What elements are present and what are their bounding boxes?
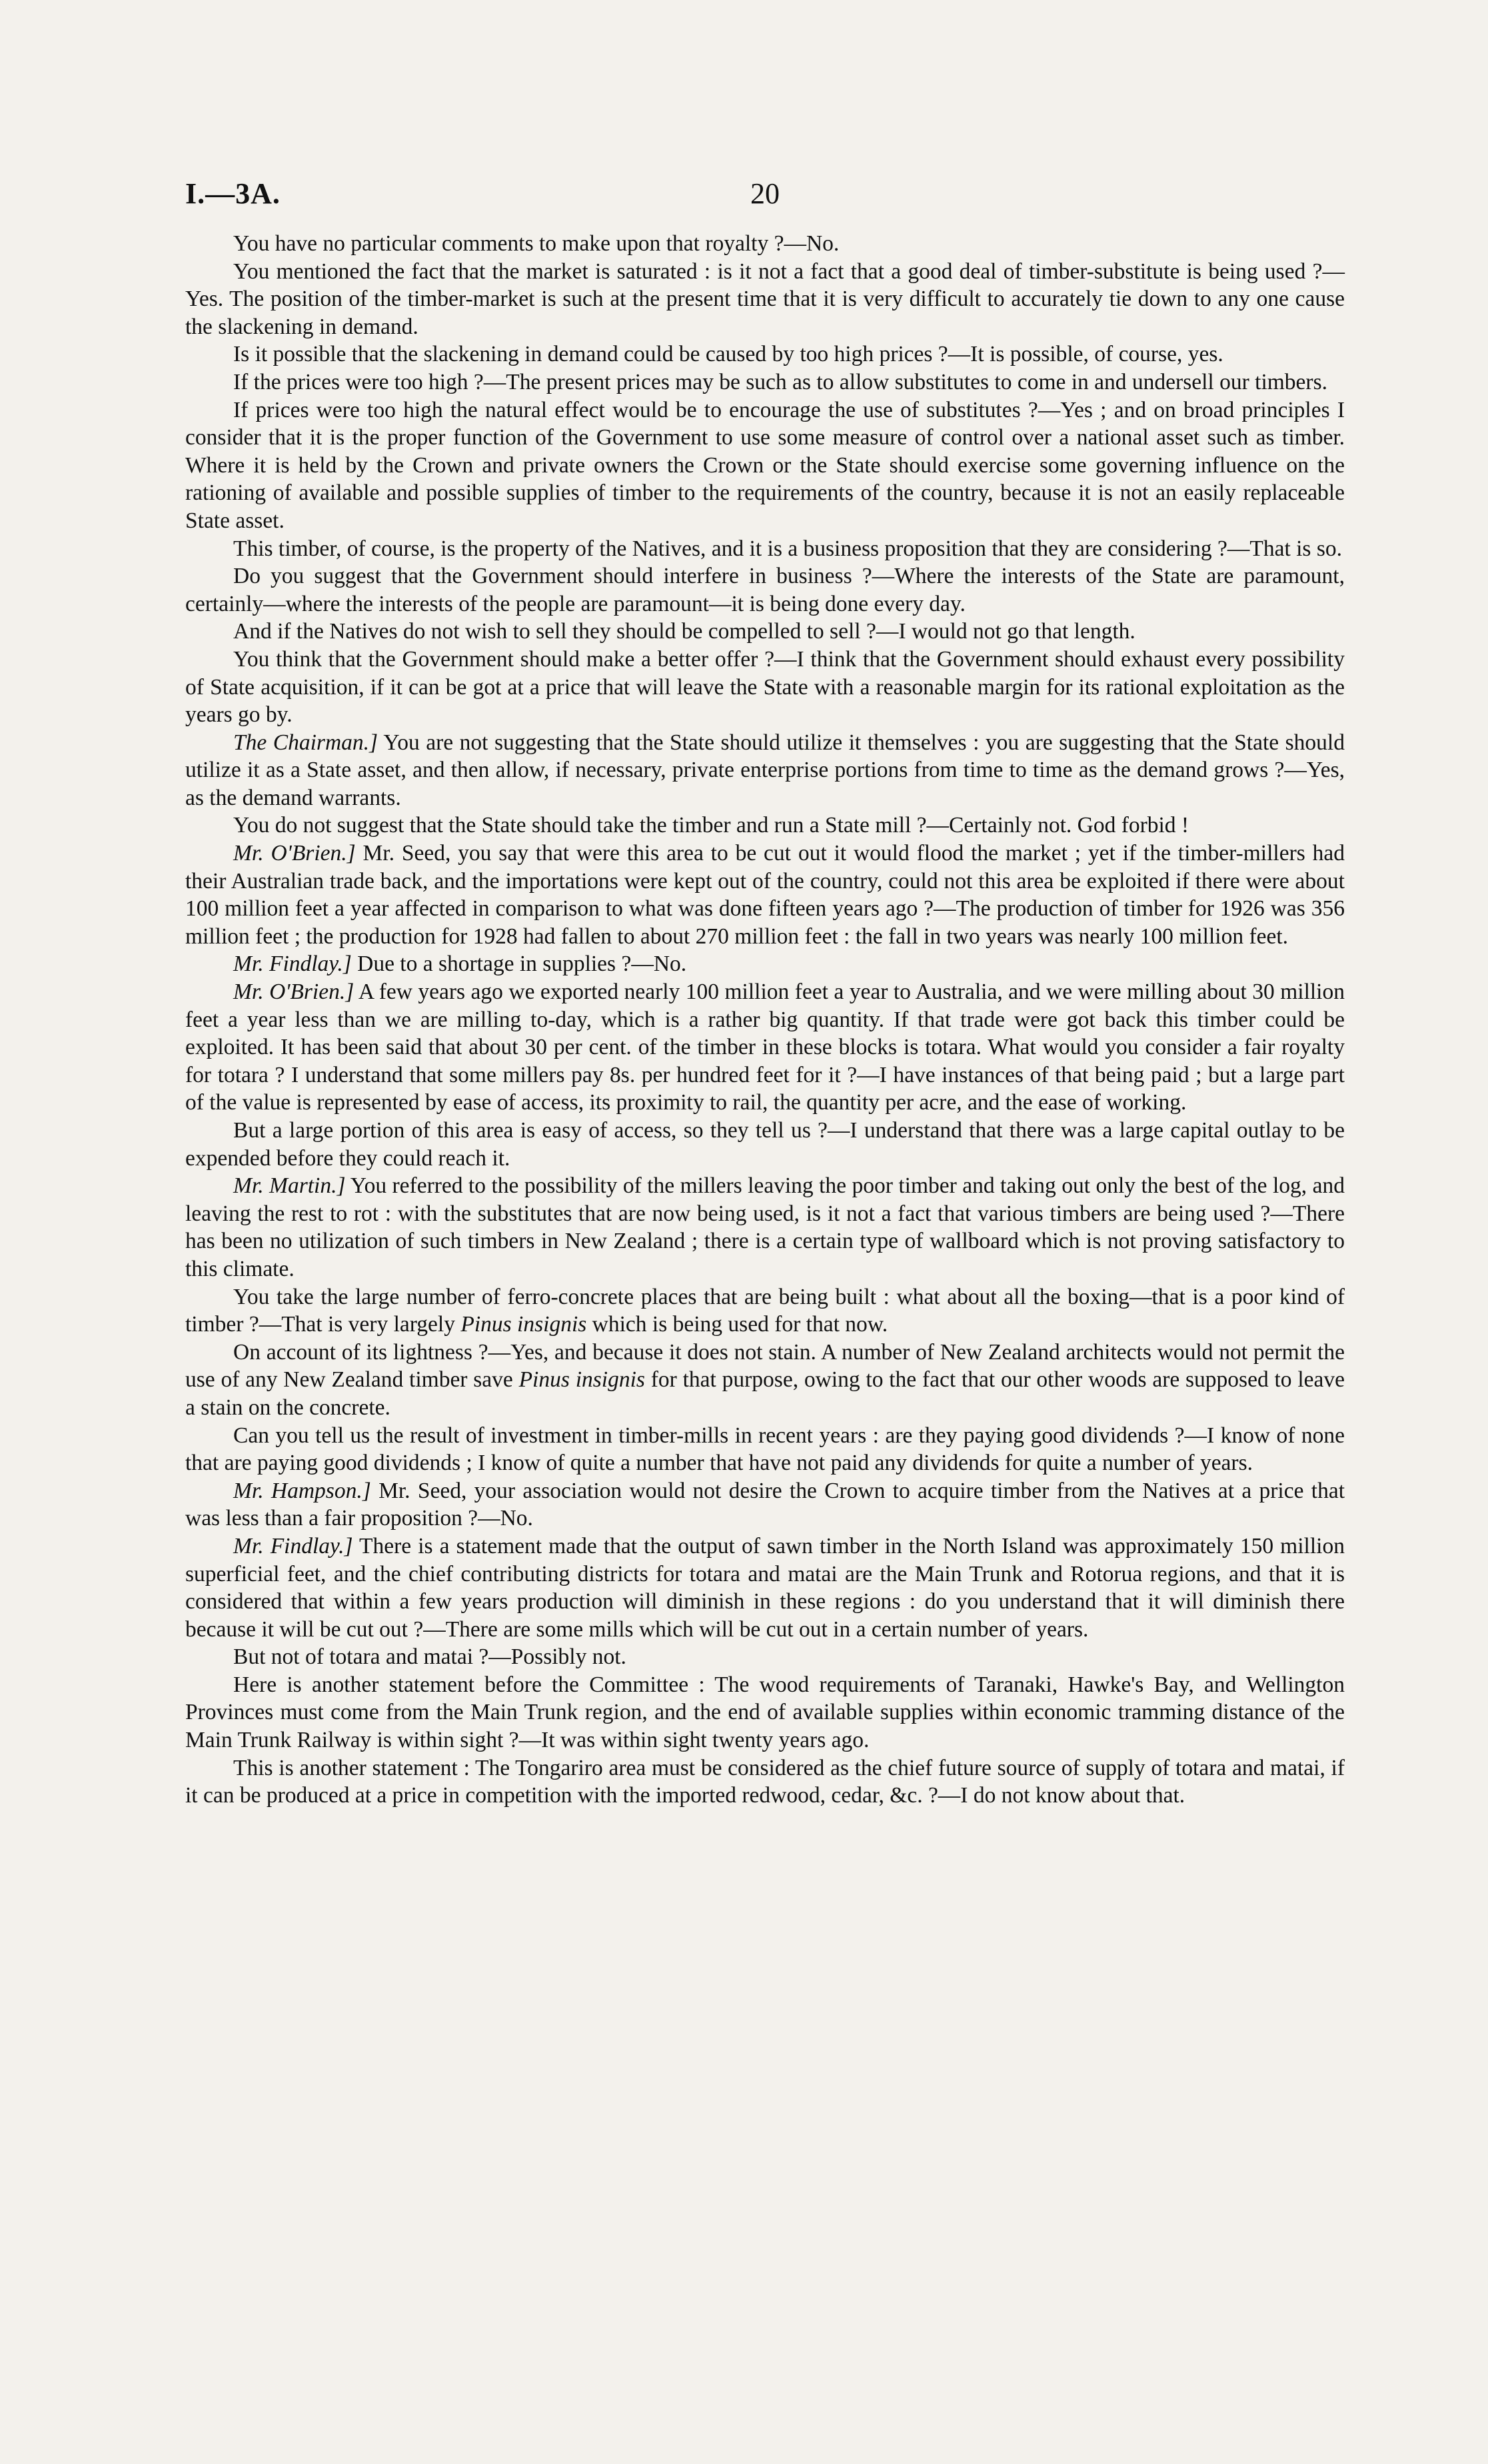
speaker-label: Mr. Findlay.] (233, 951, 352, 977)
paragraph-text: There is a statement made that the output of sawn timber in the North Island was approximately 150 million superficial feet, and the chief contributing districts for totara and matai are the Main Trunk and Rotorua regions, and that it is considered that within a few years production will diminish in these regions : do you understand that it will diminish there because it will be cut out ?—There are some mills which will be cut out in a certain number of years. (185, 1533, 1345, 1642)
paragraph-text: Is it possible that the slackening in demand could be caused by too high prices ?—It is possible, of course, yes. (233, 342, 1223, 367)
paragraph (185, 230, 1345, 258)
paragraph-text-tail: which is being used for that now. (592, 1312, 888, 1337)
paragraph-text: If the prices were too high ?—The present prices may be such as to allow substitutes to come in and undersell our timbers. (233, 369, 1327, 394)
paragraph-text: Here is another statement before the Committee : The wood requirements of Taranaki, Hawke's Bay, and Wellington Provinces must come from the Main Trunk region, and the end of available supplies within economic tramming distance of the Main Trunk Railway is within sight ?—It was within sight twenty years ago. (185, 1672, 1345, 1753)
document-reference: I.—3A. (185, 177, 281, 210)
paragraph (185, 1533, 1345, 1643)
speaker-label: Mr. Findlay.] (233, 1533, 353, 1558)
paragraph-text-tail: for that purpose, owing to the fact that our other woods are supposed to leave a stain on the concrete. (185, 1367, 1345, 1420)
paragraph-text: Do you suggest that the Government should interfere in business ?—Where the interests of the State are paramount, certainly—where the interests of the people are paramount—it is being done every day. (185, 564, 1345, 616)
paragraph-text: But not of totara and matai ?—Possibly not. (233, 1644, 626, 1670)
paragraph-text: If prices were too high the natural effect would be to encourage the use of substitutes ?—Yes ; and on broad principles I consider that it is the proper function of the Government to use some measure of control over a national asset such as timber. Where it is held by the Crown and private owners the Crown or the State should exercise some governing influence on the rationing of available and possible supplies of timber to the requirements of the country, because it is not an easily replaceable State asset. (185, 397, 1345, 533)
paragraph-text: You do not suggest that the State should take the timber and run a State mill ?—Certainly not. God forbid ! (233, 813, 1189, 838)
paragraph (185, 1172, 1345, 1283)
paragraph-text: Mr. Seed, you say that were this area to be cut out it would flood the market ; yet if the timber-millers had their Australian trade back, and the importations were kept out of the country, could not this area be exploited if there were about 100 million feet a year affected in comparison to what was done fifteen years ago ?—The production of timber for 1926 was 356 million feet ; the production for 1928 had fallen to about 270 million feet : the fall in two years was nearly 100 million feet. (185, 841, 1345, 949)
page-header (185, 177, 1345, 217)
paragraph (185, 1283, 1345, 1339)
paragraph (185, 562, 1345, 618)
paragraph-text: Can you tell us the result of investment in timber-mills in recent years : are they paying good dividends ?—I know of none that are paying good dividends ; I know of quite a number that have not paid any dividends for quite a number of years. (185, 1423, 1345, 1476)
paragraph (185, 535, 1345, 563)
paragraph-text: You are not suggesting that the State should utilize it themselves : you are suggesting that the State should utilize it as a State asset, and then allow, if necessary, private enterprise portions from time to time as the demand grows ?—Yes, as the demand warrants. (185, 730, 1345, 810)
paragraph (185, 840, 1345, 950)
speaker-label: Mr. Hampson.] (233, 1478, 371, 1503)
paragraph (185, 812, 1345, 840)
speaker-label: The Chairman.] (233, 730, 378, 755)
paragraph-text: You think that the Government should make a better offer ?—I think that the Government should exhaust every possibility of State acquisition, if it can be got at a price that will leave the State with a reasonable margin for its rational exploitation as the years go by. (185, 646, 1345, 728)
paragraph-text: You referred to the possibility of the millers leaving the poor timber and taking out only the best of the log, and leaving the rest to rot : with the substitutes that are now being used, is it not a fact that various timbers are being used ?—There has been no utilization of such timbers in New Zealand ; there is a certain type of wallboard which is not proving satisfactory to this climate. (185, 1173, 1345, 1281)
paragraph-text: This is another statement : The Tongariro area must be considered as the chief future source of supply of totara and matai, if it can be produced at a price in competition with the imported redwood, cedar, &c. ?—I do not know about that. (185, 1755, 1345, 1808)
paragraph-text: Mr. Seed, your association would not desire the Crown to acquire timber from the Natives at a price that was less than a fair proposition ?—No. (185, 1478, 1345, 1531)
paragraph (185, 729, 1345, 812)
species-name: Pinus insignis (518, 1367, 645, 1393)
paragraph (185, 1643, 1345, 1671)
paragraph (185, 646, 1345, 729)
speaker-label: Mr. O'Brien.] (233, 841, 356, 866)
paragraph (185, 950, 1345, 978)
paragraph (185, 368, 1345, 396)
paragraph (185, 1477, 1345, 1533)
body-text (185, 230, 1345, 1810)
paragraph (185, 618, 1345, 646)
paragraph (185, 340, 1345, 368)
paragraph (185, 1339, 1345, 1422)
paragraph (185, 258, 1345, 341)
paragraph (185, 1117, 1345, 1172)
paragraph-text: You have no particular comments to make upon that royalty ?—No. (233, 231, 840, 256)
paragraph (185, 1754, 1345, 1810)
paragraph (185, 978, 1345, 1117)
paragraph-text: This timber, of course, is the property of the Natives, and it is a business proposition that they are considering ?—That is so. (233, 536, 1343, 561)
paragraph-text: But a large portion of this area is easy of access, so they tell us ?—I understand that there was a large capital outlay to be expended before they could reach it. (185, 1118, 1345, 1171)
paragraph-text: On account of its lightness ?—Yes, and because it does not stain. A number of New Zealand architects would not permit the use of any New Zealand timber save (185, 1339, 1345, 1393)
paragraph-text: A few years ago we exported nearly 100 million feet a year to Australia, and we were milling about 30 million feet a year less than we are milling to-day, which is a rather big quantity. If that trade were got back this timber could be exploited. It has been said that about 30 per cent. of the timber in these blocks is totara. What would you consider a fair royalty for totara ? I understand that some millers pay 8s. per hundred feet for it ?—I have instances of that being paid ; but a large part of the value is represented by ease of access, its proximity to rail, the quantity per acre, and the ease of working. (185, 979, 1345, 1115)
paragraph-text: And if the Natives do not wish to sell they should be compelled to sell ?—I would not go that length. (233, 619, 1135, 644)
species-name: Pinus insignis (460, 1312, 587, 1337)
speaker-label: Mr. Martin.] (233, 1173, 346, 1199)
page-number: 20 (750, 177, 780, 210)
paragraph-text: You take the large number of ferro-concrete places that are being built : what about all the boxing—that is a poor kind of timber ?—That is very largely (185, 1284, 1345, 1337)
paragraph (185, 396, 1345, 535)
speaker-label: Mr. O'Brien.] (233, 979, 355, 1005)
paragraph-text: Due to a shortage in supplies ?—No. (357, 951, 687, 977)
paragraph (185, 1671, 1345, 1754)
paragraph-text: You mentioned the fact that the market is saturated : is it not a fact that a good deal of timber-substitute is being used ?—Yes. The position of the timber-market is such at the present time that it is very difficult to accurately tie down to any one cause the slackening in demand. (185, 259, 1345, 339)
paragraph (185, 1422, 1345, 1477)
